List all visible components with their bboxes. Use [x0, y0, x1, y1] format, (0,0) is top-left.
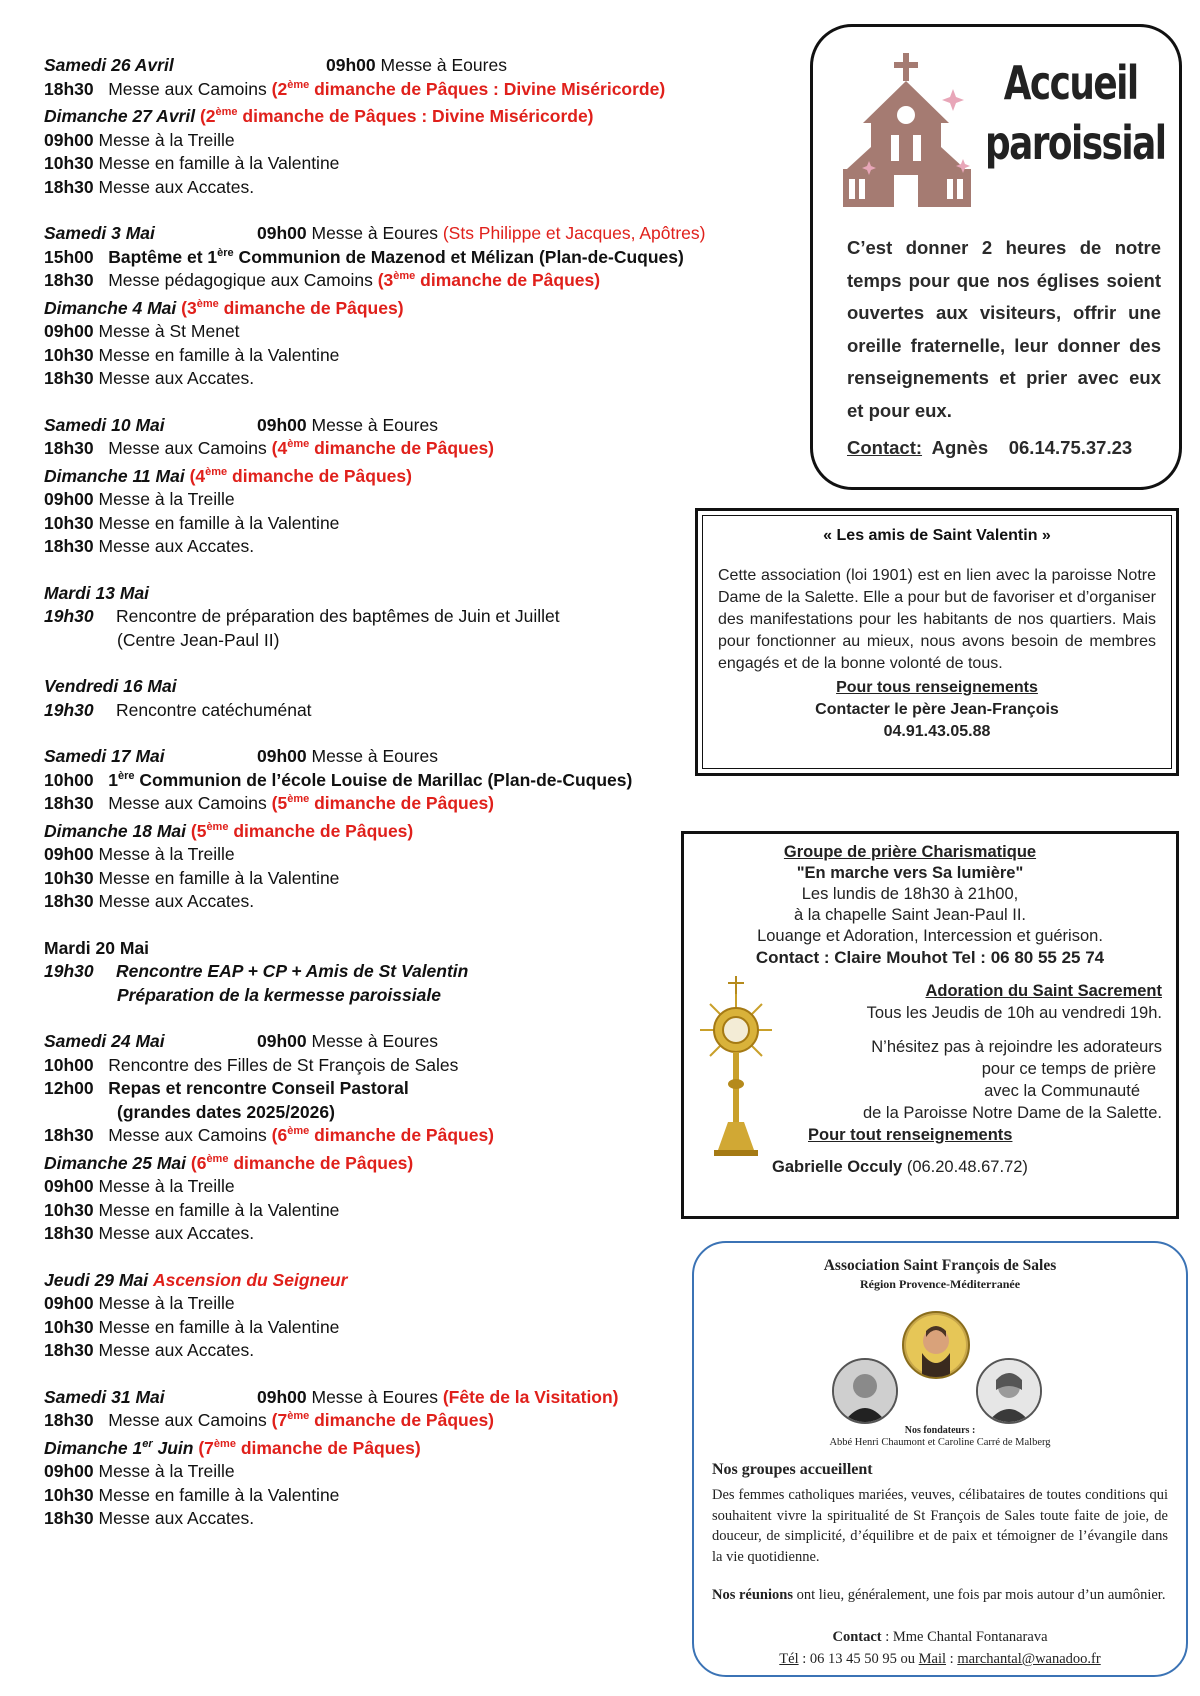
day-label: Jeudi 29 Mai [44, 1269, 149, 1290]
day-label: Vendredi 16 Mai [44, 676, 177, 696]
priere-title: Groupe de prière Charismatique [783, 843, 1037, 861]
time: 18h30 [44, 438, 94, 458]
time: 18h30 [44, 536, 94, 556]
time: 19h30 [44, 606, 94, 626]
adoration-text: de la Paroisse Notre Dame de la Salette. [863, 1104, 1162, 1122]
event: Messe à Eoures [311, 414, 438, 435]
event: Messe aux Accates. [98, 891, 255, 911]
time: 18h30 [44, 891, 94, 911]
time: 18h30 [44, 1125, 94, 1145]
liturgy-note: (7ème dimanche de Pâques) [198, 1437, 421, 1458]
sfs-founders: Abbé Henri Chaumont et Caroline Carré de Malberg [829, 1437, 1051, 1448]
liturgy-note: (Fête de la Visitation) [442, 1386, 619, 1407]
time: 19h30 [44, 699, 94, 720]
schedule-block [44, 222, 804, 391]
time: 19h30 [44, 961, 94, 981]
priere-box [681, 831, 1179, 1219]
time: 09h00 [257, 1031, 307, 1051]
time: 18h30 [44, 176, 94, 197]
event: Messe aux Accates. [98, 536, 255, 556]
priere-contact: Contact : Claire Mouhot Tel : 06 80 55 25 74 [755, 948, 1105, 967]
event: Messe à la Treille [98, 1176, 235, 1196]
event-detail: (grandes dates 2025/2026) [117, 1101, 335, 1122]
time: 10h00 [44, 1054, 94, 1075]
liturgy-note: (5ème dimanche de Pâques) [190, 820, 414, 841]
schedule-block [44, 1386, 804, 1531]
accueil-box [810, 24, 1182, 490]
event: Messe aux Camoins [108, 438, 267, 458]
time: 12h00 [44, 1078, 94, 1098]
time: 09h00 [44, 1293, 94, 1313]
liturgy-note: (3ème dimanche de Pâques) [377, 270, 601, 290]
event: Messe en famille à la Valentine [98, 1199, 340, 1220]
time: 18h30 [44, 1340, 94, 1360]
time: 18h30 [44, 793, 94, 813]
amis-box [695, 508, 1179, 776]
time: 09h00 [257, 414, 307, 435]
time: 18h30 [44, 1508, 94, 1528]
event: Messe à Eoures [311, 1031, 438, 1051]
schedule [44, 54, 804, 1554]
schedule-block [44, 1269, 804, 1363]
sfs-region: Région Provence-Méditerranée [859, 1277, 1021, 1291]
time: 09h00 [257, 223, 307, 243]
adoration-text: avec la Communauté [984, 1082, 1140, 1100]
day-label: Dimanche 1er Juin [44, 1437, 194, 1458]
event: Messe en famille à la Valentine [98, 512, 340, 533]
liturgy-note: Ascension du Seigneur [152, 1269, 348, 1290]
time: 10h30 [44, 867, 94, 888]
event: Messe en famille à la Valentine [98, 153, 340, 173]
accueil-contact: Contact: Agnès 06.14.75.37.23 [847, 437, 1133, 458]
adoration-title: Adoration du Saint Sacrement [925, 982, 1162, 1000]
event: Messe aux Accates. [98, 1508, 255, 1528]
event: Messe à la Treille [98, 1293, 235, 1313]
time: 09h00 [44, 1176, 94, 1196]
time: 10h30 [44, 153, 94, 173]
sfs-tel-mail: Tél : 06 13 45 50 95 ou Mail : marchantal@wanadoo.fr [779, 1651, 1101, 1667]
liturgy-note: (5ème dimanche de Pâques) [271, 793, 495, 813]
amis-title: « Les amis de Saint Valentin » [823, 527, 1051, 544]
priere-line: à la chapelle Saint Jean-Paul II. [793, 906, 1027, 924]
monstrance-icon [698, 974, 774, 1164]
day-label: Samedi 10 Mai [44, 414, 165, 435]
event: Rencontre des Filles de St François de Sales [108, 1054, 459, 1075]
day-label: Samedi 24 Mai [44, 1031, 165, 1051]
adoration-text: N’hésitez pas à rejoindre les adorateurs [871, 1038, 1162, 1056]
priere-person: Gabrielle Occuly (06.20.48.67.72) [772, 1158, 1028, 1176]
event: Messe en famille à la Valentine [98, 1316, 340, 1337]
adoration-text: pour ce temps de prière [981, 1060, 1156, 1078]
day-label: Samedi 31 Mai [44, 1386, 165, 1407]
amis-phone: 04.91.43.05.88 [883, 723, 991, 740]
schedule-block [44, 582, 804, 653]
liturgy-note: (Sts Philippe et Jacques, Apôtres) [442, 223, 706, 243]
event: Messe à Eoures [380, 55, 507, 75]
schedule-block [44, 54, 804, 199]
time: 09h00 [44, 129, 94, 150]
event: Messe aux Camoins [108, 78, 267, 99]
event: Messe aux Camoins [108, 793, 267, 813]
day-label: Mardi 13 Mai [44, 582, 150, 603]
time: 18h30 [44, 1223, 94, 1243]
event: Messe aux Accates. [98, 1340, 255, 1360]
time: 10h30 [44, 1484, 94, 1505]
accueil-body: C’est donner 2 heures de notre temps pour que nos églises soient ouvertes aux visiteurs, offrir une oreille fraternelle, leur donner des renseignements et prier avec eux et pour eux. [847, 237, 1161, 421]
sfs-contact: Contact : Mme Chantal Fontanarava [832, 1629, 1048, 1645]
priere-info: Pour tout renseignements [808, 1126, 1013, 1144]
liturgy-note: (6ème dimanche de Pâques) [190, 1152, 414, 1173]
time: 09h00 [44, 1461, 94, 1481]
time: 18h30 [44, 368, 94, 388]
time: 09h00 [44, 844, 94, 864]
event: Messe aux Camoins [108, 1125, 267, 1145]
liturgy-note: (4ème dimanche de Pâques) [271, 438, 495, 458]
liturgy-note: (2ème dimanche de Pâques : Divine Miséricorde) [271, 78, 666, 99]
liturgy-note: (6ème dimanche de Pâques) [271, 1125, 495, 1145]
event: Messe à la Treille [98, 489, 235, 509]
priere-line: Louange et Adoration, Intercession et guérison. [757, 927, 1103, 945]
priere-line: Les lundis de 18h30 à 21h00, [801, 885, 1019, 903]
event: Repas et rencontre Conseil Pastoral [108, 1078, 409, 1098]
event-detail: (Centre Jean-Paul II) [117, 629, 280, 650]
event: Messe à la Treille [98, 1461, 235, 1481]
day-label: Mardi 20 Mai [44, 937, 150, 958]
schedule-block [44, 675, 804, 722]
sfs-box [692, 1241, 1188, 1677]
time: 09h00 [44, 321, 94, 341]
time: 15h00 [44, 246, 94, 267]
liturgy-note: (7ème dimanche de Pâques) [271, 1410, 495, 1430]
event: 1ère Communion de l’école Louise de Marillac (Plan-de-Cuques) [108, 769, 633, 790]
amis-info: Pour tous renseignements [836, 679, 1038, 696]
event: Messe aux Accates. [98, 176, 255, 197]
day-label: Samedi 26 Avril [44, 55, 174, 75]
sfs-mail-link[interactable]: marchantal@wanadoo.fr [957, 1651, 1101, 1667]
event: Messe aux Camoins [108, 1410, 267, 1430]
schedule-block [44, 414, 804, 559]
event: Messe à Eoures [311, 1386, 438, 1407]
time: 18h30 [44, 78, 94, 99]
time: 18h30 [44, 270, 94, 290]
time: 10h00 [44, 769, 94, 790]
priere-subtitle: "En marche vers Sa lumière" [796, 864, 1024, 882]
time: 10h30 [44, 512, 94, 533]
day-label: Samedi 17 Mai [44, 746, 165, 766]
portrait-caroline-carre [976, 1358, 1042, 1424]
event: Baptême et 1ère Communion de Mazenod et Mélizan (Plan-de-Cuques) [108, 246, 684, 267]
sfs-founders-label: Nos fondateurs : [904, 1425, 976, 1436]
event: Messe en famille à la Valentine [98, 1484, 340, 1505]
time: 09h00 [326, 55, 376, 75]
event: Messe à Eoures [311, 746, 438, 766]
time: 10h30 [44, 344, 94, 365]
liturgy-note: (2ème dimanche de Pâques : Divine Miséricorde) [199, 106, 594, 126]
time: 18h30 [44, 1410, 94, 1430]
liturgy-note: (4ème dimanche de Pâques) [189, 465, 412, 486]
event: Rencontre de préparation des baptêmes de Juin et Juillet [116, 606, 560, 626]
day-label: Dimanche 25 Mai [44, 1152, 186, 1173]
day-label: Samedi 3 Mai [44, 223, 155, 243]
time: 09h00 [257, 746, 307, 766]
event: Messe aux Accates. [98, 1223, 255, 1243]
adoration-line: Tous les Jeudis de 10h au vendredi 19h. [866, 1004, 1162, 1022]
sfs-groups-title: Nos groupes accueillent [712, 1461, 873, 1478]
event: Messe à St Menet [98, 321, 240, 341]
amis-body: Cette association (loi 1901) est en lien avec la paroisse Notre Dame de la Salette. Elle a pour but de favoriser et d’organiser des manifestations pour les habitants de nos quartiers. Mais pour fonctionner au mieux, nous avons besoin de membres engagés et de la bonne volonté de tous. [718, 567, 1156, 672]
day-label: Dimanche 11 Mai [44, 465, 185, 486]
event: Messe en famille à la Valentine [98, 344, 340, 365]
event: Messe à la Treille [98, 844, 235, 864]
event-detail: Préparation de la kermesse paroissiale [117, 984, 441, 1005]
time: 10h30 [44, 1316, 94, 1337]
day-label: Dimanche 4 Mai [44, 297, 177, 318]
event: Rencontre catéchuménat [116, 699, 312, 720]
time: 09h00 [257, 1386, 307, 1407]
day-label: Dimanche 18 Mai [44, 820, 186, 841]
event: Messe pédagogique aux Camoins [108, 270, 373, 290]
amis-contact: Contacter le père Jean-François [815, 701, 1059, 718]
day-label: Dimanche 27 Avril [44, 106, 196, 126]
event: Messe à la Treille [98, 129, 235, 150]
time: 10h30 [44, 1199, 94, 1220]
liturgy-note: (3ème dimanche de Pâques) [181, 297, 404, 318]
accueil-title: Accueil paroissial [985, 56, 1166, 170]
event: Rencontre EAP + CP + Amis de St Valentin [116, 961, 469, 981]
portrait-saint-francois [902, 1311, 970, 1379]
time: 09h00 [44, 489, 94, 509]
sfs-title: Association Saint François de Sales [823, 1257, 1057, 1274]
sfs-groups-body: Des femmes catholiques mariées, veuves, célibataires de toutes conditions qui souhaitent vivre la spiritualité de St François de Sales toute faite de joie, de douceur, de simplicité, d’équilibre et de paix et témoigner de l’évangile dans la vie quotidienne. [712, 1487, 1168, 1565]
portrait-abbe-chaumont [832, 1358, 898, 1424]
church-icon [841, 51, 981, 211]
event: Messe à Eoures [311, 223, 438, 243]
sfs-meet: Nos réunions ont lieu, généralement, une fois par mois autour d’un aumônier. [712, 1587, 1166, 1603]
event: Messe aux Accates. [98, 368, 255, 388]
event: Messe en famille à la Valentine [98, 867, 340, 888]
